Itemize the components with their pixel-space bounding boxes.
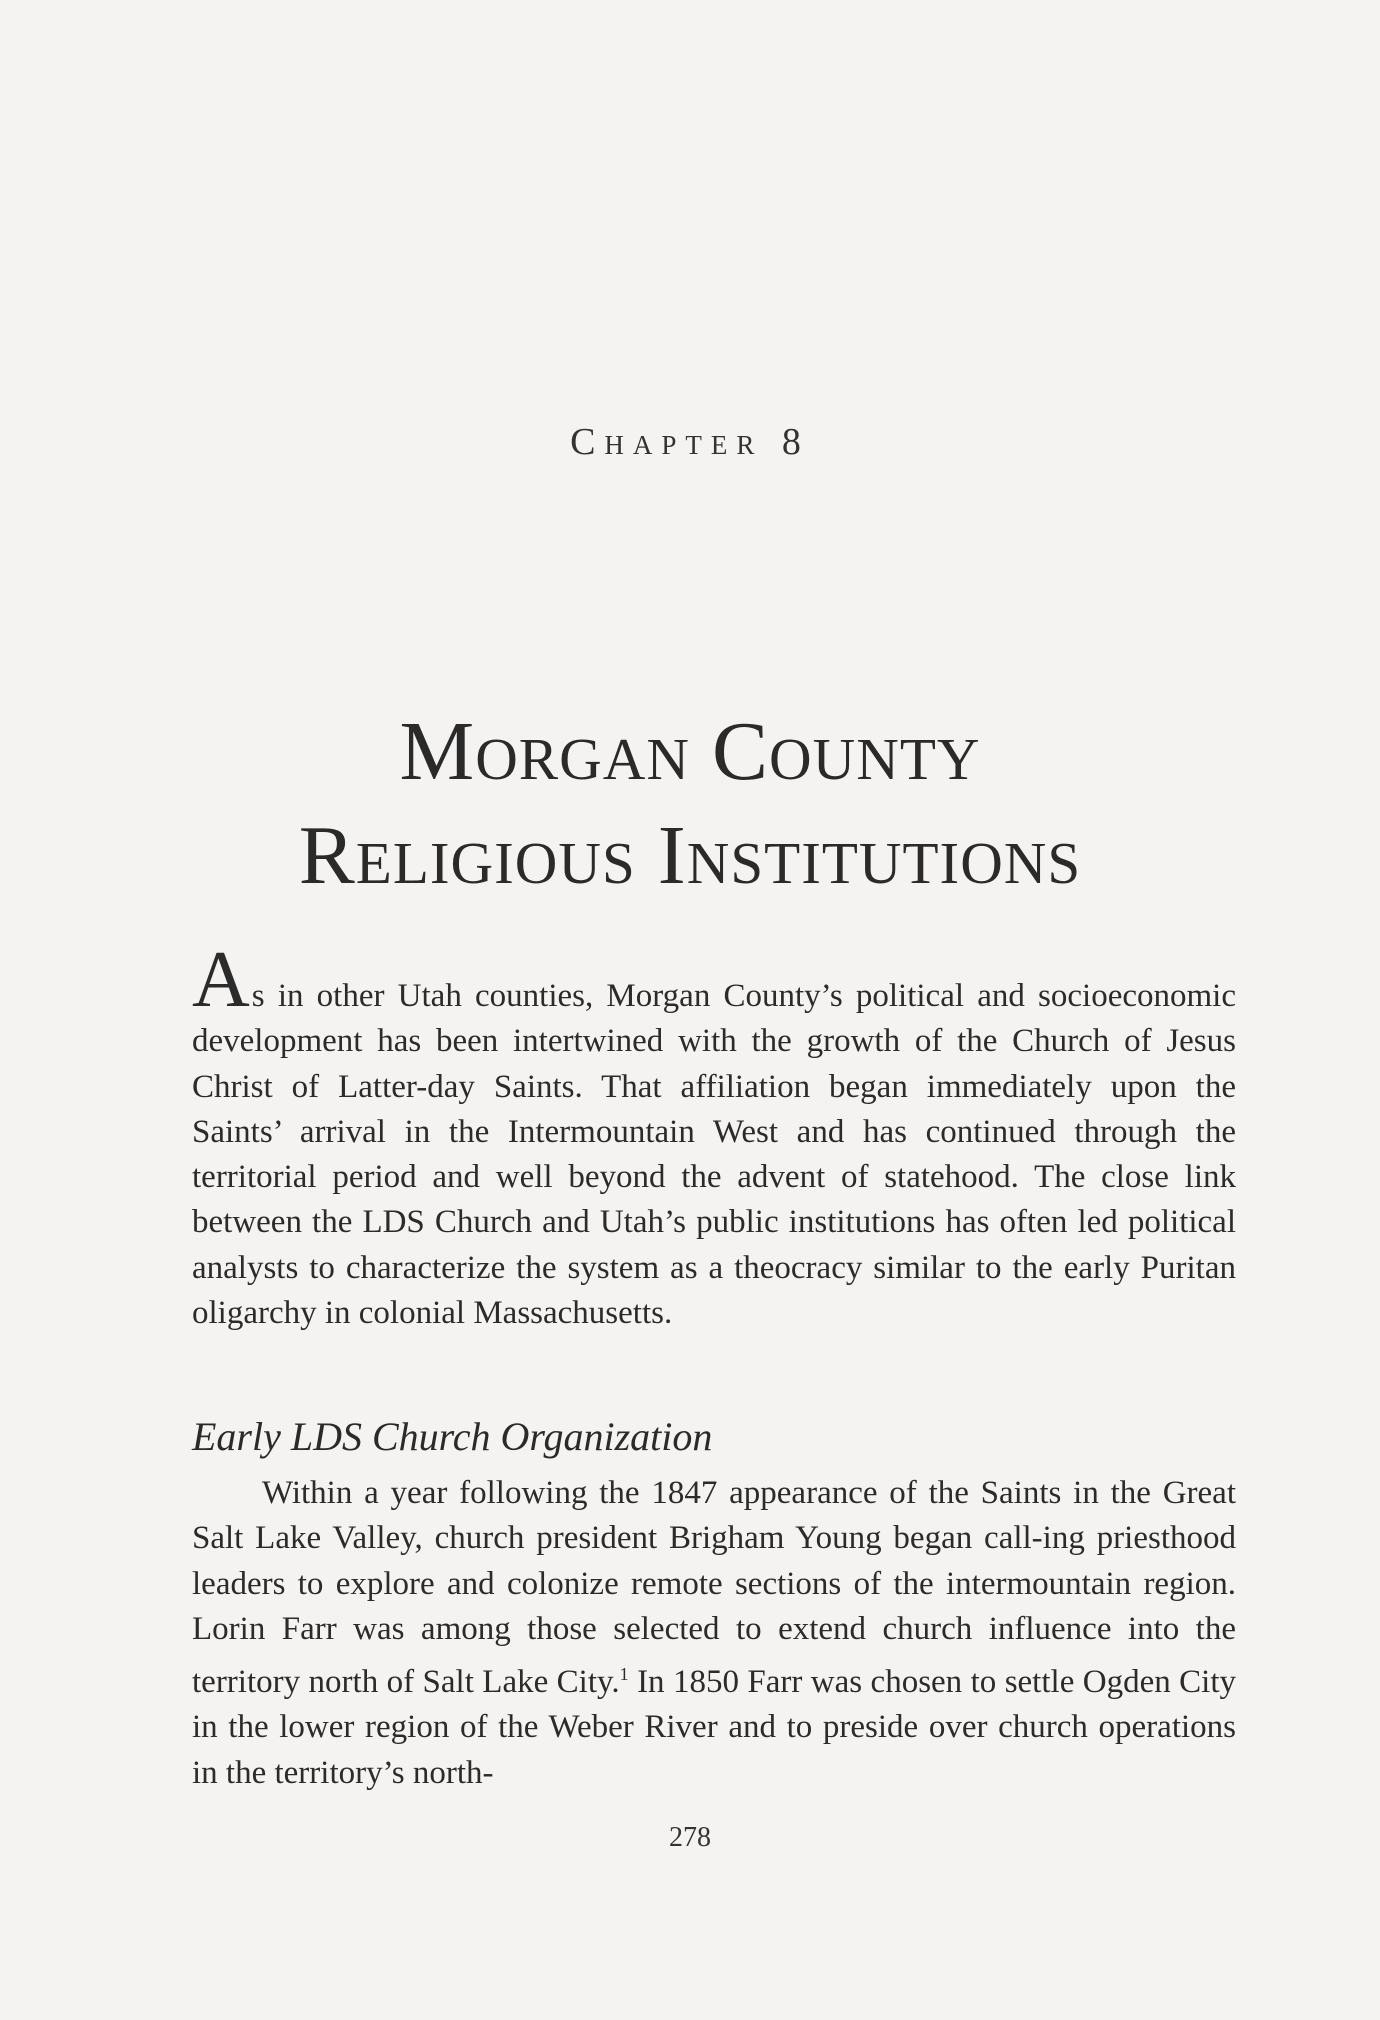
footnote-reference[interactable]: 1: [619, 1664, 629, 1685]
chapter-title-line-2: Religious Institutions: [298, 809, 1082, 902]
chapter-label: Chapter 8: [570, 421, 810, 463]
section-paragraph: [192, 1471, 1236, 1796]
section-text-before-note: Within a year following the 1847 appearance of the Saints in the Great Salt Lake Valley, church president Brigham Young began call-ing priesthood leaders to explore and colonize remote sections of the intermountain region. Lorin Farr was among those selected to extend church influence into the territory north of Salt Lake City.: [192, 1475, 1236, 1701]
page-number: 278: [669, 1822, 711, 1853]
section-text-after-note: In 1850 Farr was chosen to settle Ogden City in the lower region of the Weber River and to preside over church operations in the territory’s north-: [192, 1664, 1237, 1791]
chapter-title: [0, 700, 1380, 908]
intro-paragraph: [192, 936, 1236, 1336]
drop-cap: A: [192, 936, 250, 1024]
section-heading: Early LDS Church Organization: [192, 1414, 713, 1459]
chapter-title-line-1: Morgan County: [399, 705, 981, 798]
intro-text: s in other Utah counties, Morgan County’s political and socioeconomic development has been intertwined with the growth of the Church of Jesus Christ of Latter-day Saints. That affiliation began immediately upon the Saints’ arrival in the Intermountain West and has continued through the territorial period and well beyond the advent of statehood. The close link between the LDS Church and Utah’s public institutions has often led political analysts to characterize the system as a theocracy similar to the early Puritan oligarchy in colonial Massachusetts.: [192, 978, 1236, 1332]
